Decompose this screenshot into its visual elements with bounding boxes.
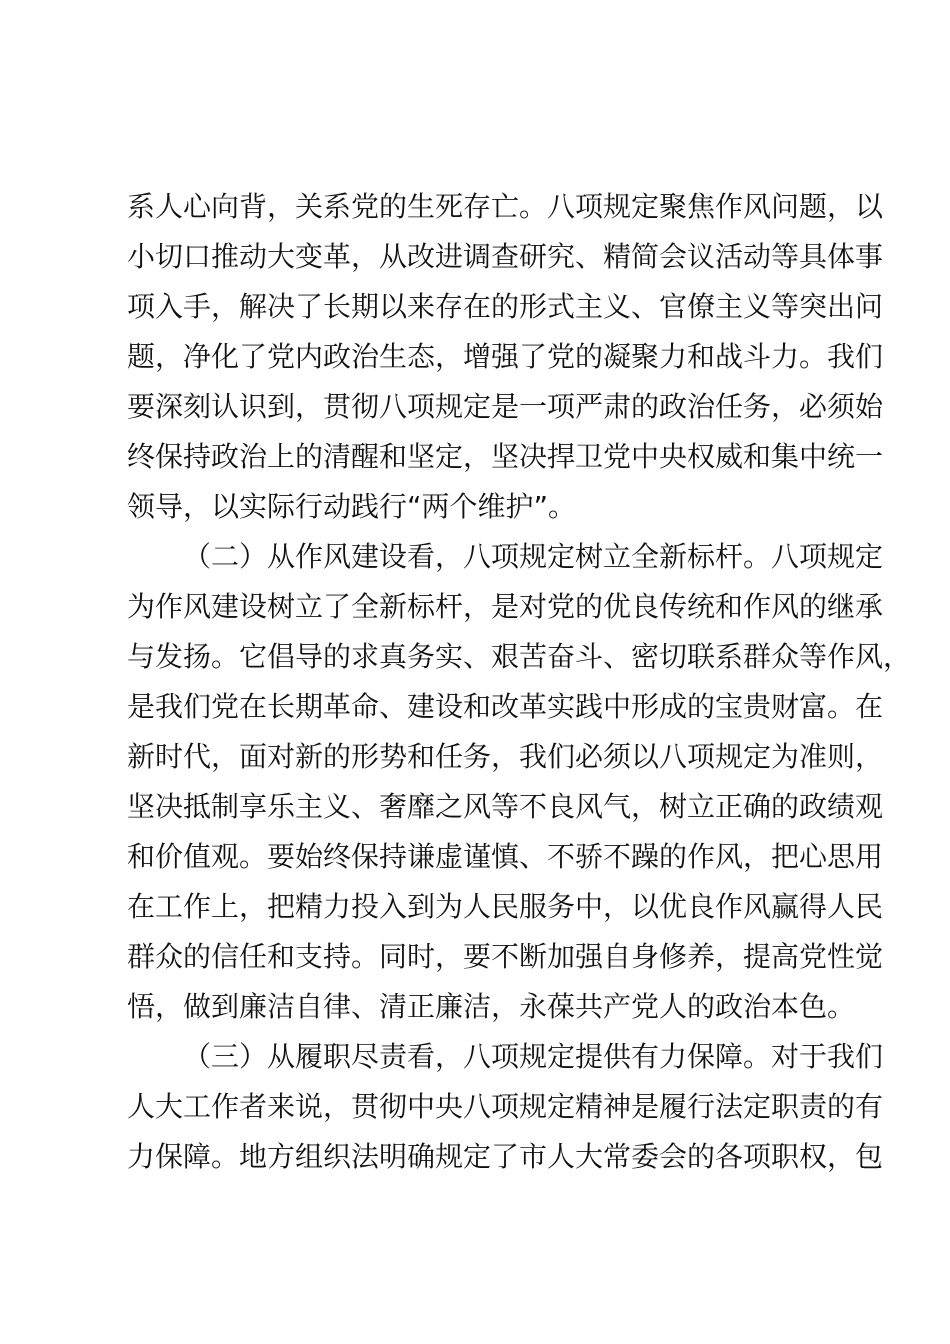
text-line: 人大工作者来说，贯彻中央八项规定精神是履行法定职责的有 xyxy=(127,1090,884,1123)
section-heading-line: （三）从履职尽责看，八项规定提供有力保障。对于我们 xyxy=(183,1040,884,1073)
text-line: 是我们党在长期革命、建设和改革实践中形成的宝贵财富。在 xyxy=(127,690,884,723)
text-line: 题，净化了党内政治生态，增强了党的凝聚力和战斗力。我们 xyxy=(127,340,884,373)
text-line: 小切口推动大变革，从改进调查研究、精简会议活动等具体事 xyxy=(127,240,884,273)
text-line: 悟，做到廉洁自律、清正廉洁，永葆共产党人的政治本色。 xyxy=(127,990,856,1023)
body-text xyxy=(127,182,912,1182)
text-line: 终保持政治上的清醒和坚定，坚决捍卫党中央权威和集中统一 xyxy=(127,440,884,473)
text-line: 为作风建设树立了全新标杆，是对党的优良传统和作风的继承 xyxy=(127,590,884,623)
text-line: 坚决抵制享乐主义、奢靡之风等不良风气，树立正确的政绩观 xyxy=(127,790,884,823)
text-line: 在工作上，把精力投入到为人民服务中，以优良作风赢得人民 xyxy=(127,890,884,923)
text-line: 与发扬。它倡导的求真务实、艰苦奋斗、密切联系群众等作风， xyxy=(127,640,912,673)
text-line: 力保障。地方组织法明确规定了市人大常委会的各项职权，包 xyxy=(127,1140,884,1173)
text-line: 要深刻认识到，贯彻八项规定是一项严肃的政治任务，必须始 xyxy=(127,390,884,423)
text-line: 领导，以实际行动践行“两个维护”。 xyxy=(127,490,577,523)
section-heading-line: （二）从作风建设看，八项规定树立全新标杆。八项规定 xyxy=(183,540,884,573)
text-line: 新时代，面对新的形势和任务，我们必须以八项规定为准则， xyxy=(127,740,884,773)
text-line: 系人心向背，关系党的生死存亡。八项规定聚焦作风问题，以 xyxy=(127,190,884,223)
text-line: 和价值观。要始终保持谦虚谨慎、不骄不躁的作风，把心思用 xyxy=(127,840,884,873)
text-line: 群众的信任和支持。同时，要不断加强自身修养，提高党性觉 xyxy=(127,940,884,973)
text-line: 项入手，解决了长期以来存在的形式主义、官僚主义等突出问 xyxy=(127,290,884,323)
